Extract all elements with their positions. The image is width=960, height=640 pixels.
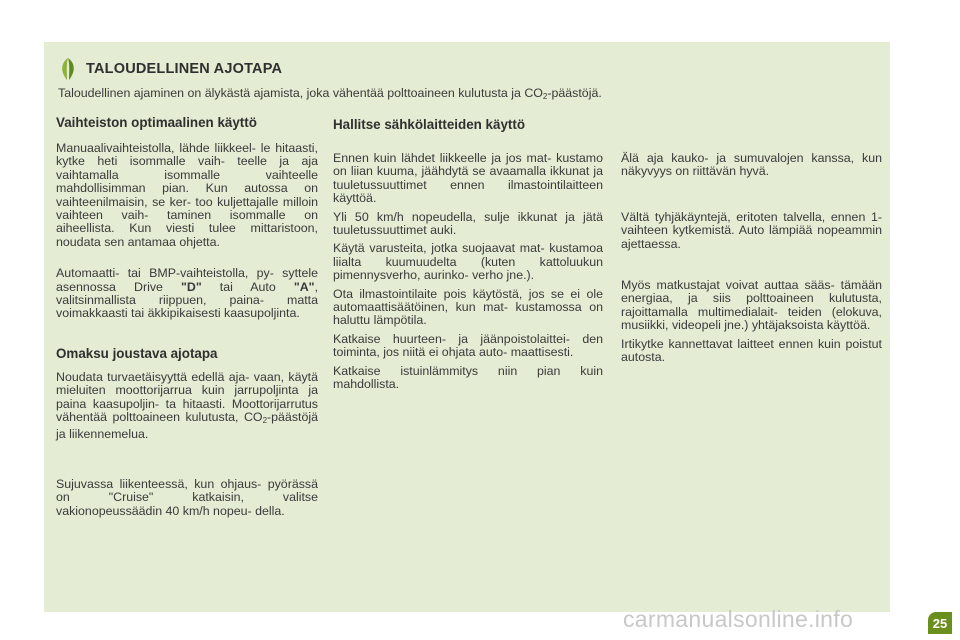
column-tips xyxy=(621,152,882,369)
paragraph-cruise-control: Sujuvassa liikenteessä, kun ohjaus- pyörässä on "Cruise" katkaisin, valitse vakionopeussäädin 40 km/h nopeu- della. xyxy=(56,476,318,518)
column-gearbox xyxy=(56,116,318,523)
paragraph-manual-gearbox: Manuaalivaihteistolla, lähde liikkeel- le hitaasti, kytke heti isommalle vaih- teelle ja aja vaihtamalla isommalle vaihteelle mahdollisimman pian. Kun autossa on vaihteenilmaisin, se ker- too kuljettajalle milloin vaihteen vaih- taminen isommalle on aiheellista. Kun viesti tulee mittaristoon, noudata sen antamaa ohjetta. xyxy=(56,141,318,249)
watermark: carmanualsonline.info xyxy=(623,606,854,632)
section-title: TALOUDELLINEN AJOTAPA xyxy=(86,61,283,77)
heading-electrical: Hallitse sähkölaitteiden käyttö xyxy=(333,117,525,132)
section-header xyxy=(58,57,282,81)
page-number: 25 xyxy=(928,612,952,634)
heading-gearbox: Vaihteiston optimaalinen käyttö xyxy=(56,115,257,130)
column-electrical xyxy=(333,118,603,397)
paragraph-seat-heating: Katkaise istuinlämmitys niin pian kuin mahdollista. xyxy=(333,363,603,392)
paragraph-passengers: Myös matkustajat voivat auttaa sääs- tämään energiaa, ja siis polttoaineen kulutusta, rajoittamalla multimedialait- teiden (elokuva, musiikki, videopeli jne.) yhtäjaksoista käyttöä. xyxy=(621,278,882,333)
paragraph-idling: Vältä tyhjäkäyntejä, eritoten talvella, ennen 1-vaihteen kytkemistä. Auto lämpiää nopeammin ajettaessa. xyxy=(621,209,882,251)
paragraph-cooling: Ennen kuin lähdet liikkeelle ja jos mat- kustamo on liian kuuma, jäähdytä se avaamalla ikkunat ja tuuletussuuttimet ennen ilmastointilaitteen käyttöä. xyxy=(333,151,603,206)
paragraph-safe-distance: Noudata turvaetäisyyttä edellä aja- vaan, käytä mieluiten moottorijarrua kuin jarrupoljinta ja paina kaasupoljin- ta hitaasti. Moottorijarrutus vähentää polttoaineen kulutusta, $CO_2$-päästöjä ja liikennemelua. xyxy=(56,369,318,441)
paragraph-automatic-gearbox: Automaatti- tai BMP-vaihteistolla, py- syttele asennossa Drive "D" tai Auto "A", valitsinmallista riippuen, paina- matta voimakkaasti tai äkkipikaisesti kaasupoljinta. xyxy=(56,266,318,321)
intro-text: Taloudellinen ajaminen on älykästä ajamista, joka vähentää polttoaineen kulutusta ja $CO_2$-päästöjä. xyxy=(58,86,602,101)
paragraph-defrost: Katkaise huurteen- ja jäänpoistolaittei- den toiminta, jos niitä ei ohjata auto- maattisesti. xyxy=(333,331,603,360)
paragraph-windows: Yli 50 km/h nopeudella, sulje ikkunat ja jätä tuuletussuuttimet auki. xyxy=(333,209,603,238)
leaf-icon xyxy=(58,57,78,81)
heading-flexible-driving: Omaksu joustava ajotapa xyxy=(56,345,218,361)
paragraph-lights: Älä aja kauko- ja sumuvalojen kanssa, kun näkyvyys on riittävän hyvä. xyxy=(621,151,882,179)
paragraph-air-conditioning: Ota ilmastointilaite pois käytöstä, jos se ei ole automaattisäätöinen, kun mat- kustamossa on haluttu lämpötila. xyxy=(333,286,603,328)
paragraph-portable-devices: Irtikytke kannettavat laitteet ennen kuin poistut autosta. xyxy=(621,336,882,365)
paragraph-accessories: Käytä varusteita, jotka suojaavat mat- kustamoa liialta kuumuudelta (kuten kattoluukun pimennysverho, aurinko- verho jne.). xyxy=(333,241,603,283)
